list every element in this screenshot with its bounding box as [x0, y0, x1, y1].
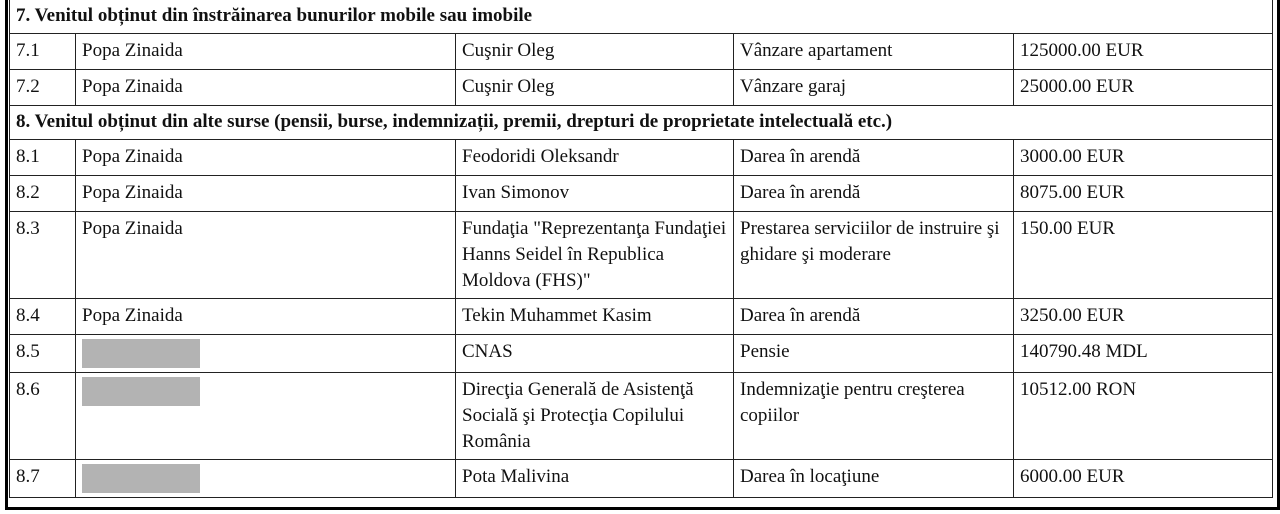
beneficiary-cell: Popa Zinaida: [76, 176, 456, 212]
row-number: 8.3: [10, 212, 76, 299]
amount-cell: 150.00 EUR: [1014, 212, 1273, 299]
amount-cell: 10512.00 RON: [1014, 373, 1273, 460]
row-number: 7.2: [10, 70, 76, 106]
row-number: 8.5: [10, 335, 76, 373]
table-row: [10, 373, 1273, 460]
row-number: 7.1: [10, 34, 76, 70]
table-row: [10, 460, 1273, 498]
beneficiary-cell: Popa Zinaida: [76, 34, 456, 70]
service-cell: Vânzare garaj: [734, 70, 1014, 106]
source-cell: Tekin Muhammet Kasim: [456, 299, 734, 335]
source-cell: CNAS: [456, 335, 734, 373]
section-header-7: [10, 0, 1273, 34]
row-number: 8.6: [10, 373, 76, 460]
service-cell: Darea în arendă: [734, 176, 1014, 212]
table-row: [10, 176, 1273, 212]
beneficiary-cell: Popa Zinaida: [76, 212, 456, 299]
service-cell: Darea în arendă: [734, 140, 1014, 176]
row-number: 8.1: [10, 140, 76, 176]
beneficiary-cell: Popa Zinaida: [76, 140, 456, 176]
redaction-block: [82, 339, 200, 368]
table-row: [10, 34, 1273, 70]
amount-cell: 3000.00 EUR: [1014, 140, 1273, 176]
service-cell: Darea în locaţiune: [734, 460, 1014, 498]
source-cell: Ivan Simonov: [456, 176, 734, 212]
service-cell: Indemnizaţie pentru creşterea copiilor: [734, 373, 1014, 460]
service-cell: Vânzare apartament: [734, 34, 1014, 70]
amount-cell: 8075.00 EUR: [1014, 176, 1273, 212]
table-row: [10, 335, 1273, 373]
redaction-block: [82, 464, 200, 493]
amount-cell: 125000.00 EUR: [1014, 34, 1273, 70]
row-number: 8.4: [10, 299, 76, 335]
section-header-8: [10, 106, 1273, 140]
amount-cell: 6000.00 EUR: [1014, 460, 1273, 498]
service-cell: Prestarea serviciilor de instruire şi ghidare şi moderare: [734, 212, 1014, 299]
table-row: [10, 212, 1273, 299]
source-cell: Cuşnir Oleg: [456, 70, 734, 106]
beneficiary-cell-redacted: [76, 335, 456, 373]
beneficiary-cell-redacted: [76, 373, 456, 460]
amount-cell: 25000.00 EUR: [1014, 70, 1273, 106]
source-cell: Cuşnir Oleg: [456, 34, 734, 70]
table-row: [10, 70, 1273, 106]
section-title: 7. Venitul obținut din înstrăinarea bunurilor mobile sau imobile: [10, 0, 1273, 34]
section-title: 8. Venitul obținut din alte surse (pensii, burse, indemnizații, premii, drepturi de proprietate intelectuală etc.): [10, 106, 1273, 140]
service-cell: Darea în arendă: [734, 299, 1014, 335]
beneficiary-cell: Popa Zinaida: [76, 299, 456, 335]
amount-cell: 140790.48 MDL: [1014, 335, 1273, 373]
redaction-block: [82, 377, 200, 406]
table-row: [10, 299, 1273, 335]
table-row: [10, 140, 1273, 176]
source-cell: Fundaţia "Reprezentanţa Fundaţiei Hanns Seidel în Republica Moldova (FHS)": [456, 212, 734, 299]
beneficiary-cell: Popa Zinaida: [76, 70, 456, 106]
source-cell: Feodoridi Oleksandr: [456, 140, 734, 176]
row-number: 8.7: [10, 460, 76, 498]
source-cell: Direcţia Generală de Asistenţă Socială şi Protecţia Copilului România: [456, 373, 734, 460]
row-number: 8.2: [10, 176, 76, 212]
amount-cell: 3250.00 EUR: [1014, 299, 1273, 335]
income-table: [9, 0, 1273, 498]
service-cell: Pensie: [734, 335, 1014, 373]
source-cell: Pota Malivina: [456, 460, 734, 498]
beneficiary-cell-redacted: [76, 460, 456, 498]
